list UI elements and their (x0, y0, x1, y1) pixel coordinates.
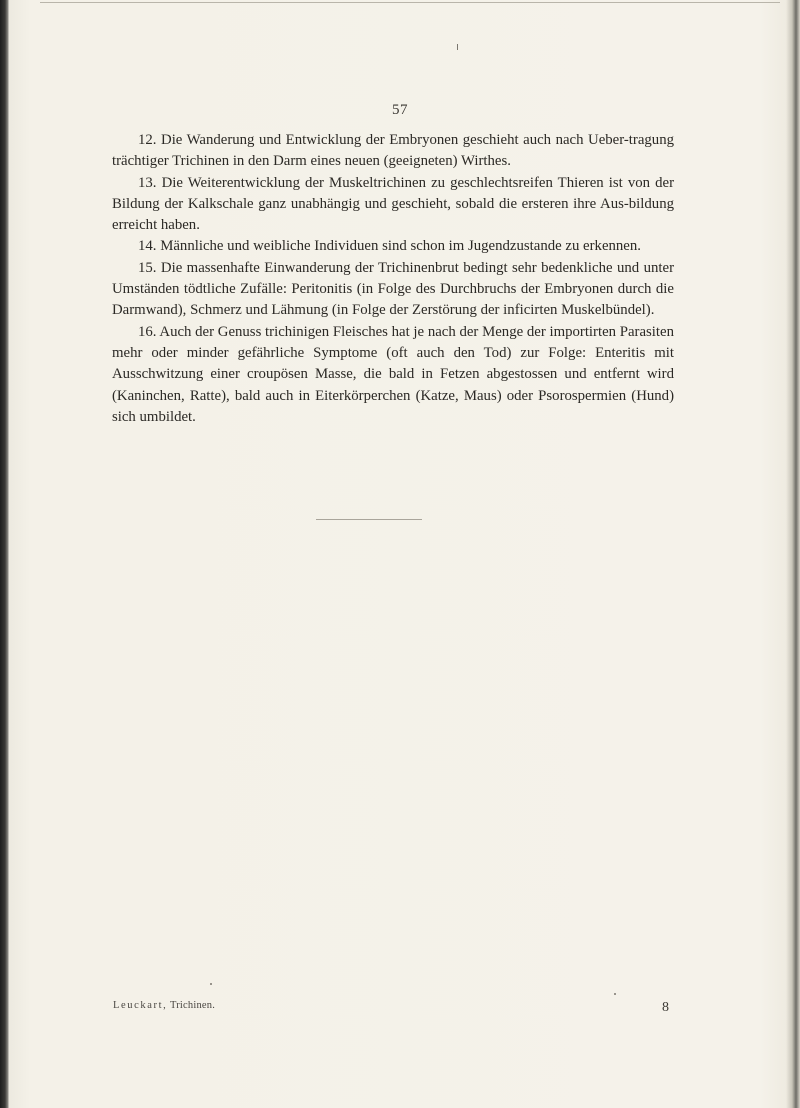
paragraph-16: 16. Auch der Genuss trichinigen Fleisches hat je nach der Menge der importirten Parasiten mehr oder minder gefährliche Symptome (oft auch den Tod) zur Folge: Enteritis mit Ausschwitzung einer croupösen Masse, die bald in Fetzen abgestossen und entfernt wird (Kaninchen, Ratte), bald auch in Eiterkörperchen (Katze, Maus) oder Psorospermien (Hund) sich umbildet. (112, 323, 674, 425)
section-divider (316, 519, 422, 520)
footer-author: Leuckart, (113, 1000, 168, 1011)
binding-edge (0, 0, 9, 1108)
running-footer (113, 1000, 215, 1011)
body-text (112, 130, 674, 428)
signature-mark: 8 (662, 1000, 669, 1015)
paper-speck (210, 983, 212, 985)
paragraph-13: 13. Die Weiterentwicklung der Muskeltrichinen zu geschlechtsreifen Thieren ist von der Bildung der Kalkschale ganz unabhängig und geschieht, sobald die ersteren ihre Aus-bildung erreicht haben. (112, 174, 674, 234)
page-number: 57 (392, 102, 408, 118)
top-border-line (40, 2, 780, 3)
paper-speck (457, 44, 458, 50)
paragraph-14: 14. Männliche und weibliche Individuen sind schon im Jugendzustande zu erkennen. (138, 238, 641, 255)
page-edge (786, 0, 800, 1108)
paragraph-12: 12. Die Wanderung und Entwicklung der Embryonen geschieht auch nach Ueber-tragung trächtiger Trichinen in den Darm eines neuen (geeigneten) Wirthes. (112, 132, 674, 170)
footer-title: Trichinen. (169, 1000, 216, 1011)
paragraph-15: 15. Die massenhafte Einwanderung der Trichinenbrut bedingt sehr bedenkliche und unter Umständen tödtliche Zufälle: Peritonitis (in Folge des Durchbruchs der Embryonen durch die Darmwand), Schmerz und Lähmung (in Folge der Zerstörung der inficirten Muskelbündel). (112, 259, 674, 319)
paper-speck (614, 993, 616, 995)
